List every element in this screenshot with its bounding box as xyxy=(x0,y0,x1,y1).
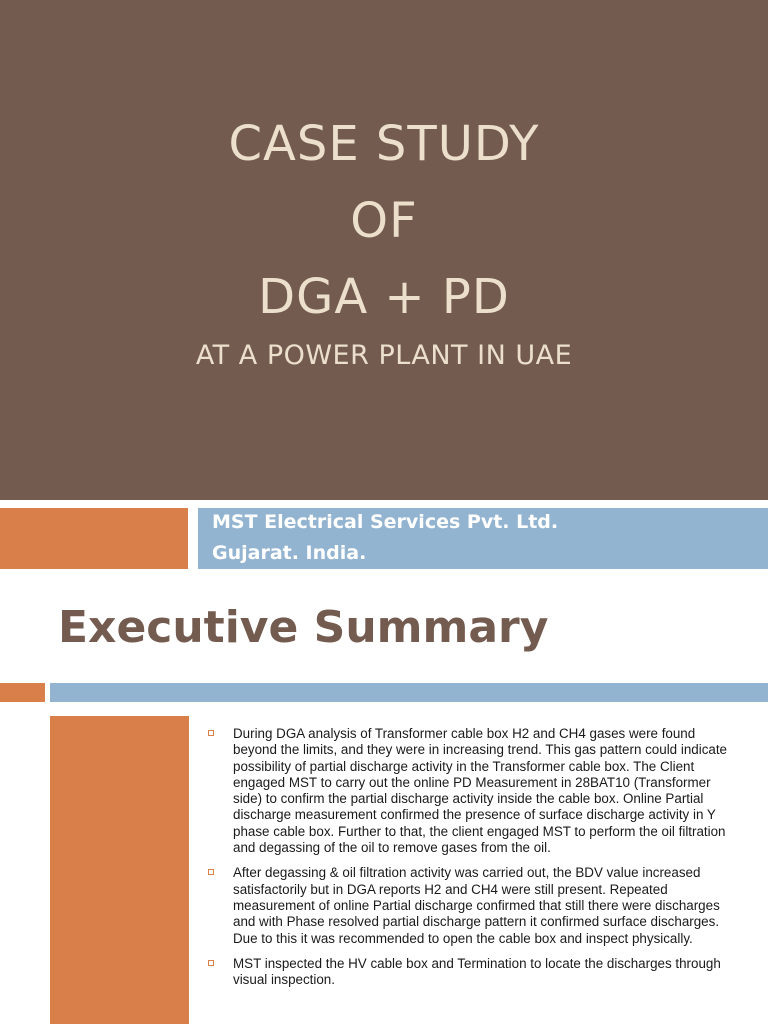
slide-subtitle: AT A POWER PLANT IN UAE xyxy=(195,340,573,371)
square-bullet-icon xyxy=(208,960,214,966)
company-name: MST Electrical Services Pvt. Ltd. xyxy=(212,511,559,533)
square-bullet-icon xyxy=(208,730,214,736)
executive-summary-title: Executive Summary xyxy=(58,602,549,653)
bullet-text: MST inspected the HV cable box and Termination to locate the discharges through visual inspection. xyxy=(233,955,721,988)
slide-title-line-3: DGA + PD xyxy=(258,269,510,325)
orange-side-panel xyxy=(50,716,189,1024)
slide-title-line-1: CASE STUDY xyxy=(228,116,540,172)
blue-accent-bar xyxy=(50,683,768,702)
list-item xyxy=(206,726,734,856)
orange-accent-bar xyxy=(0,683,45,702)
summary-bullet-list xyxy=(206,726,734,997)
slide-title-line-2: OF xyxy=(350,193,418,249)
company-location: Gujarat. India. xyxy=(212,542,367,564)
list-item xyxy=(206,865,734,946)
slide-divider xyxy=(0,569,768,577)
title-slide-background xyxy=(0,0,768,500)
square-bullet-icon xyxy=(208,869,214,875)
orange-accent-block xyxy=(0,508,188,569)
bullet-text: After degassing & oil filtration activity was carried out, the BDV value increased satisfactorily but in DGA reports H2 and CH4 were still present. Repeated measurement of online Partial discharge confirmed that still there were discharges and with Phase resolved partial discharge pattern it confirmed surface discharges. Due to this it was recommended to open the cable box and inspect physically. xyxy=(233,865,720,946)
list-item xyxy=(206,956,734,989)
bullet-text: During DGA analysis of Transformer cable box H2 and CH4 gases were found beyond the limits, and they were in increasing trend. This gas pattern could indicate possibility of partial discharge activity in the Transformer cable box. The Client engaged MST to carry out the online PD Measurement in 28BAT10 (Transformer side) to confirm the partial discharge activity inside the cable box. Online Partial discharge measurement confirmed the presence of surface discharge activity in Y phase cable box. Further to that, the client engaged MST to perform the oil filtration and degassing of the oil to remove gases from the oil. xyxy=(233,726,728,856)
